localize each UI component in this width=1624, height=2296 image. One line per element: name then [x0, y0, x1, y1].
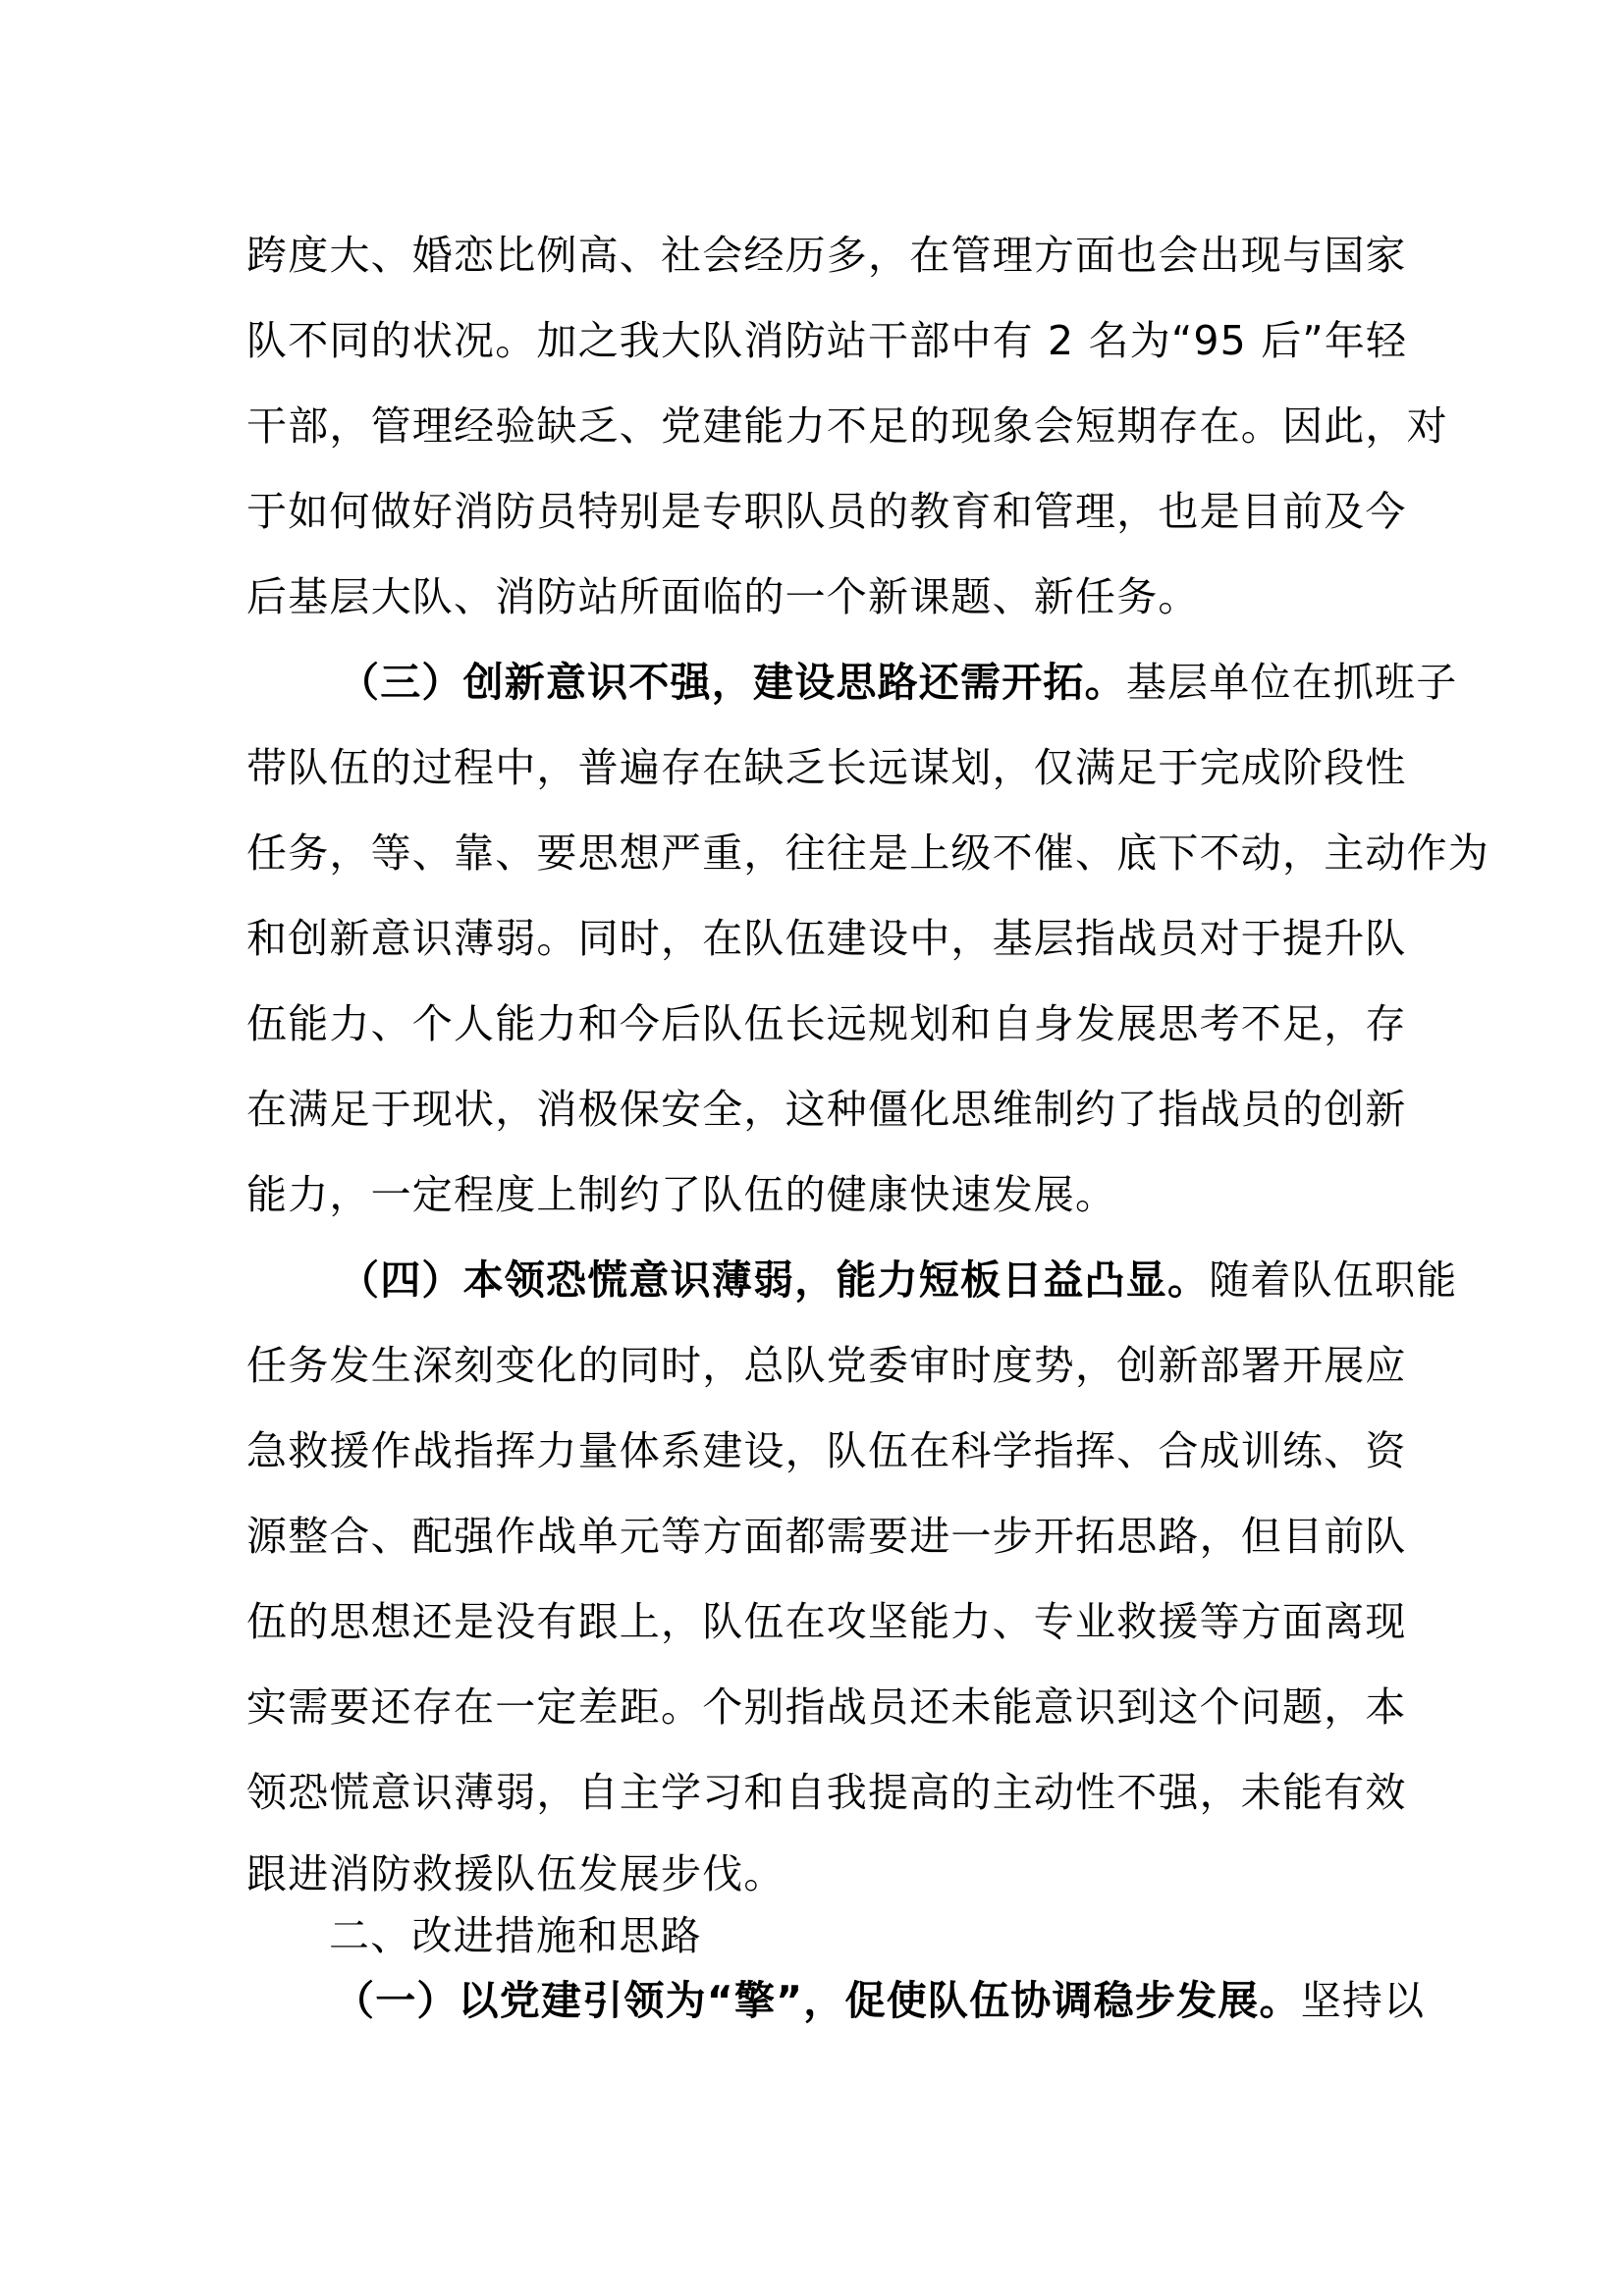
body-text: 随着队伍职能: [1209, 1256, 1458, 1304]
text-line: 急救援作战指挥力量体系建设，队伍在科学指挥、合成训练、资: [246, 1427, 1407, 1474]
subsection-heading: （一）以党建引领为“擎”，促使队伍协调稳步发展。: [334, 1977, 1301, 2024]
text-line: 源整合、配强作战单元等方面都需要进一步开拓思路，但目前队: [246, 1513, 1407, 1560]
text-line: 于如何做好消防员特别是专职队员的教育和管理，也是目前及今: [246, 488, 1407, 535]
text-line: 带队伍的过程中，普遍存在缺乏长远谋划，仅满足于完成阶段性: [246, 744, 1407, 791]
subsection-heading: （三）创新意识不强，建设思路还需开拓。: [339, 659, 1126, 706]
subsection-heading-line: [339, 1256, 1458, 1304]
subsection-heading-line: [334, 1977, 1426, 2024]
text-line: 在满足于现状，消极保安全，这种僵化思维制约了指战员的创新: [246, 1086, 1407, 1133]
subsection-heading: （四）本领恐慌意识薄弱，能力短板日益凸显。: [339, 1256, 1210, 1304]
text-line: 能力，一定程度上制约了队伍的健康快速发展。: [246, 1171, 1117, 1218]
body-text: 坚持以: [1300, 1977, 1426, 2024]
text-line: 后基层大队、消防站所面临的一个新课题、新任务。: [246, 573, 1200, 620]
text-line: 任务，等、靠、要思想严重，往往是上级不催、底下不动，主动作为: [246, 829, 1489, 877]
body-text: 基层单位在抓班子: [1125, 659, 1458, 706]
text-line: 跟进消防救援队伍发展步伐。: [246, 1850, 785, 1897]
section-heading: 二、改进措施和思路: [329, 1912, 702, 1959]
text-line: 和创新意识薄弱。同时，在队伍建设中，基层指战员对于提升队: [246, 915, 1407, 962]
text-line: 跨度大、婚恋比例高、社会经历多，在管理方面也会出现与国家: [246, 232, 1407, 279]
text-line: 队不同的状况。加之我大队消防站干部中有 2 名为“95 后”年轻: [246, 317, 1408, 364]
subsection-heading-line: [339, 659, 1458, 706]
text-line: 领恐慌意识薄弱，自主学习和自我提高的主动性不强，未能有效: [246, 1769, 1407, 1816]
text-line: 干部，管理经验缺乏、党建能力不足的现象会短期存在。因此，对: [246, 402, 1448, 450]
text-line: 任务发生深刻变化的同时，总队党委审时度势，创新部署开展应: [246, 1342, 1407, 1389]
text-line: 伍能力、个人能力和今后队伍长远规划和自身发展思考不足，存: [246, 1000, 1407, 1047]
text-line: 伍的思想还是没有跟上，队伍在攻坚能力、专业救援等方面离现: [246, 1598, 1407, 1645]
text-line: 实需要还存在一定差距。个别指战员还未能意识到这个问题，本: [246, 1683, 1407, 1731]
